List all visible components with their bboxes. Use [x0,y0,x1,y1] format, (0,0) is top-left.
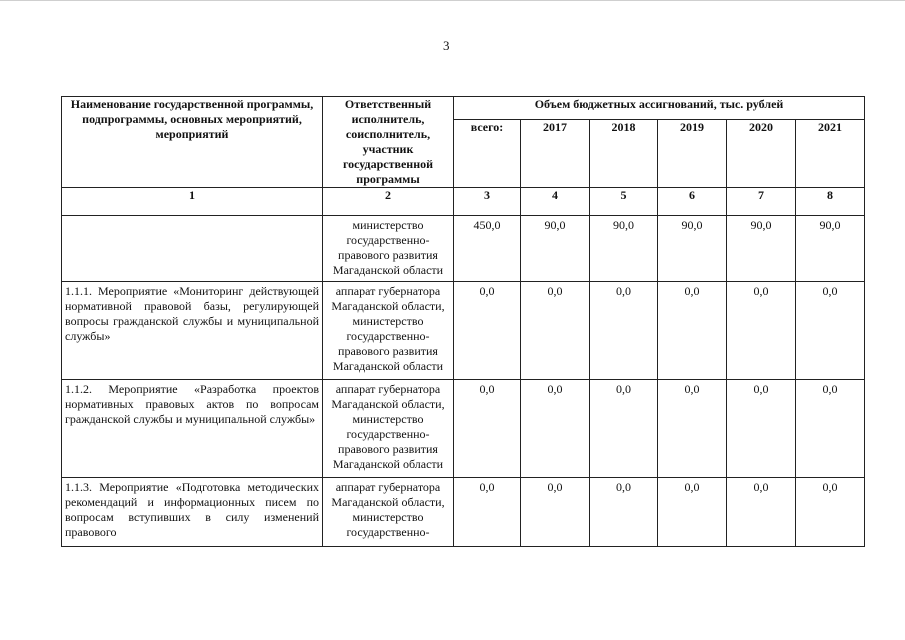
header-year-2019: 2019 [658,120,727,188]
budget-table [61,96,865,547]
row-value-2021: 0,0 [796,282,865,380]
column-number: 7 [727,188,796,216]
row-executor: аппарат губернатора Магаданской области, министерство государственно-правового развития Магаданской области [323,380,454,478]
row-value-2018: 0,0 [590,478,658,547]
row-value-2019: 90,0 [658,216,727,282]
table-row [62,216,865,282]
column-number: 6 [658,188,727,216]
column-number: 1 [62,188,323,216]
header-executor: Ответственный исполнитель, соисполнитель, участник государственной программы [323,97,454,188]
row-value-2021: 90,0 [796,216,865,282]
row-value-total: 0,0 [454,282,521,380]
row-value-2018: 0,0 [590,380,658,478]
row-value-2019: 0,0 [658,478,727,547]
header-row-1 [62,97,865,120]
row-executor: аппарат губернатора Магаданской области, министерство государственно- [323,478,454,547]
header-year-2020: 2020 [727,120,796,188]
row-value-2019: 0,0 [658,282,727,380]
table-row [62,478,865,547]
row-value-2020: 0,0 [727,380,796,478]
table-row [62,380,865,478]
page-top-edge [0,0,905,5]
header-year-2017: 2017 [521,120,590,188]
row-value-2017: 90,0 [521,216,590,282]
header-total: всего: [454,120,521,188]
row-value-2017: 0,0 [521,282,590,380]
row-value-2018: 90,0 [590,216,658,282]
row-executor: министерство государственно-правового развития Магаданской области [323,216,454,282]
row-value-2021: 0,0 [796,380,865,478]
column-number: 4 [521,188,590,216]
column-number: 2 [323,188,454,216]
table-row [62,282,865,380]
column-number: 3 [454,188,521,216]
row-name [62,216,323,282]
column-number-row [62,188,865,216]
column-number: 5 [590,188,658,216]
row-executor: аппарат губернатора Магаданской области, министерство государственно-правового развития Магаданской области [323,282,454,380]
row-value-total: 0,0 [454,478,521,547]
row-value-2021: 0,0 [796,478,865,547]
row-name: 1.1.1. Мероприятие «Мониторинг действующей нормативной правовой базы, регулирующей вопросы гражданской службы и муниципальной службы» [62,282,323,380]
header-year-2018: 2018 [590,120,658,188]
header-name: Наименование государственной программы, подпрограммы, основных мероприятий, мероприятий [62,97,323,188]
row-value-2017: 0,0 [521,478,590,547]
row-value-2020: 90,0 [727,216,796,282]
row-value-2019: 0,0 [658,380,727,478]
column-number: 8 [796,188,865,216]
page-number: 3 [443,38,450,53]
row-name: 1.1.3. Мероприятие «Подготовка методических рекомендаций и информационных писем по вопросам вступивших в силу изменений правового [62,478,323,547]
row-value-2018: 0,0 [590,282,658,380]
header-year-2021: 2021 [796,120,865,188]
row-value-2020: 0,0 [727,282,796,380]
row-value-2020: 0,0 [727,478,796,547]
row-value-total: 450,0 [454,216,521,282]
header-volume: Объем бюджетных ассигнований, тыс. рублей [454,97,865,120]
row-value-2017: 0,0 [521,380,590,478]
row-value-total: 0,0 [454,380,521,478]
row-name: 1.1.2. Мероприятие «Разработка проектов нормативных правовых актов по вопросам гражданской службы и муниципальной службы» [62,380,323,478]
